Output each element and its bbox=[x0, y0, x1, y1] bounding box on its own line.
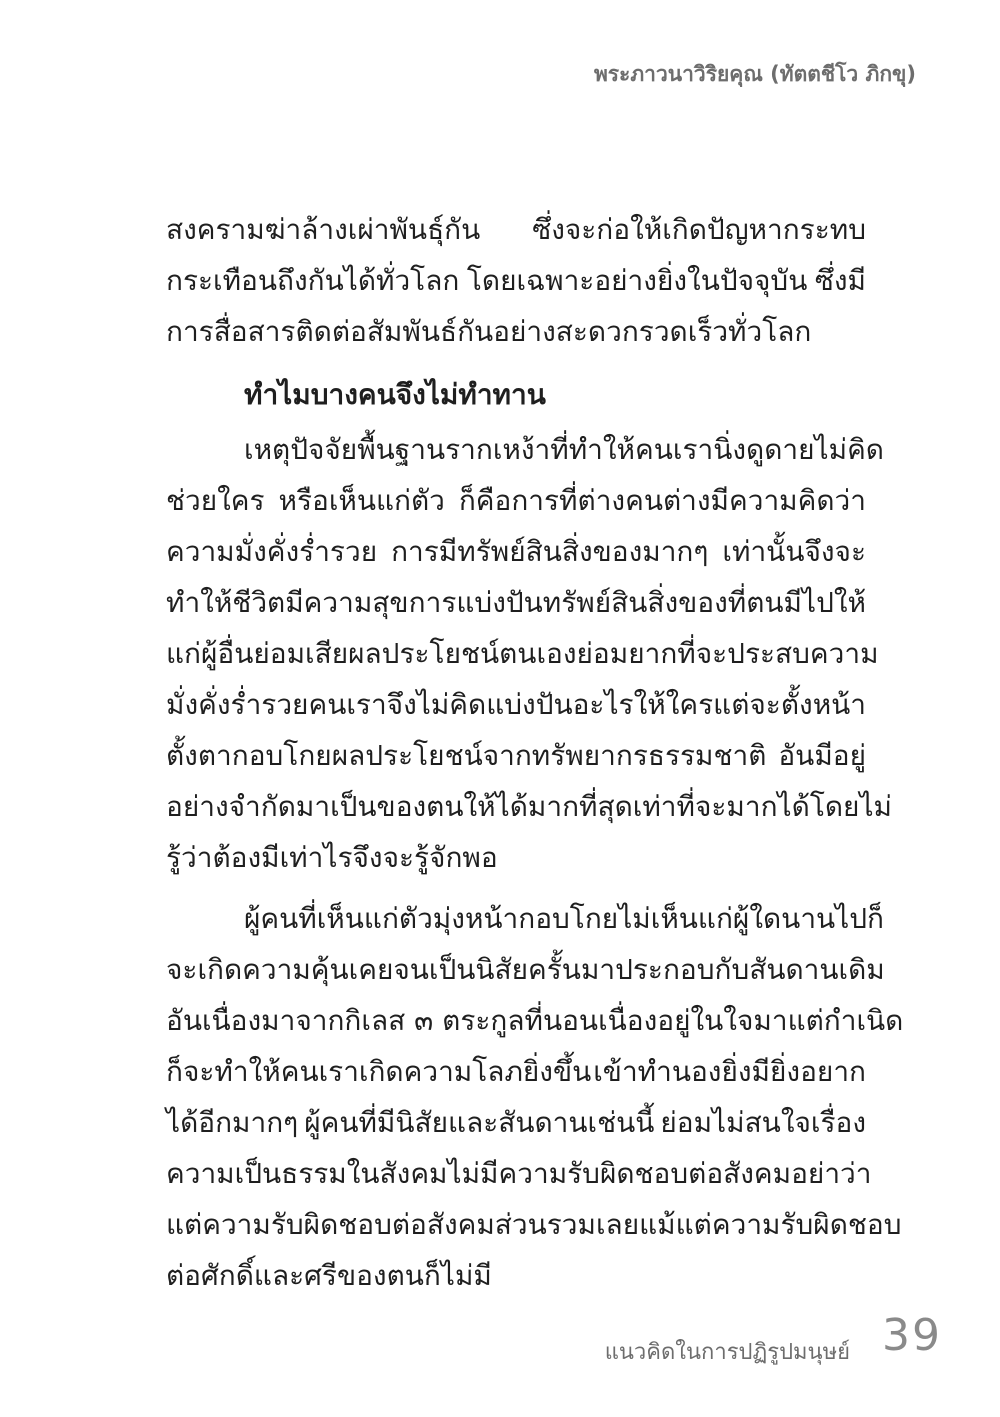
text-segment: การสื่อสารติดต่อสัมพันธ์กันอย่างสะดวกรวดเร็วทั่วโลก bbox=[166, 315, 812, 348]
text-segment: อย่าว่า bbox=[791, 1157, 872, 1190]
text-segment: เท่านั้นจึงจะ bbox=[722, 535, 866, 568]
text-segment: เข้าทำนองยิ่งมียิ่งอยาก bbox=[593, 1055, 866, 1088]
text-segment: ไม่มีความรับผิดชอบต่อสังคม bbox=[447, 1157, 792, 1190]
text-line bbox=[166, 306, 866, 357]
text-segment: ก็จะทำให้คนเราเกิดความโลภยิ่งขึ้น bbox=[166, 1055, 592, 1088]
text-segment: ที่นอนเนื่องอยู่ในใจมาแต่กำเนิด bbox=[524, 1004, 904, 1037]
text-line bbox=[166, 424, 884, 475]
text-segment: สงครามฆ่าล้างเผ่าพันธุ์กัน bbox=[166, 213, 481, 246]
text-line bbox=[166, 475, 866, 526]
text-segment: กระเทือนถึงกันได้ทั่วโลก bbox=[166, 264, 460, 297]
text-line bbox=[166, 1046, 866, 1097]
text-segment: ก็คือการที่ต่างคนต่างมีความคิดว่า bbox=[458, 484, 866, 517]
text-segment: อันเนื่องมาจากกิเลส ๓ ตระกูล bbox=[166, 1004, 525, 1037]
text-line bbox=[166, 1148, 872, 1199]
text-segment: ผู้คนที่เห็นแก่ตัวมุ่งหน้ากอบโกย bbox=[244, 902, 619, 935]
text-segment: ไม่เห็นแก่ผู้ใด bbox=[618, 902, 782, 935]
text-segment: การแบ่งปันทรัพย์สินสิ่งของที่ตนมีไปให้ bbox=[408, 586, 866, 619]
text-segment: แต่ความรับผิดชอบต่อสังคมส่วนรวมเลย bbox=[166, 1208, 640, 1241]
page-number: 39 bbox=[882, 1310, 942, 1361]
text-line bbox=[166, 730, 866, 781]
text-line bbox=[166, 679, 866, 730]
text-line bbox=[166, 781, 892, 832]
text-segment: แม้แต่ความรับผิดชอบ bbox=[639, 1208, 902, 1241]
text-segment: ความเป็นธรรมในสังคม bbox=[166, 1157, 448, 1190]
text-segment: ครั้นมาประกอบกับสันดานเดิม bbox=[528, 953, 885, 986]
text-segment: เหตุปัจจัยพื้นฐานรากเหง้าที่ทำให้คนเรานิ่งดูดายไม่คิด bbox=[244, 433, 884, 466]
text-line bbox=[166, 893, 884, 944]
text-segment: โดยเฉพาะอย่างยิ่งในปัจจุบัน bbox=[466, 264, 808, 297]
text-line bbox=[166, 995, 904, 1046]
text-segment: โดยไม่ bbox=[809, 790, 892, 823]
text-segment: ได้อีกมากๆ bbox=[166, 1106, 299, 1139]
text-line bbox=[166, 1097, 866, 1148]
text-segment: ผู้คนที่มีนิสัยและสันดานเช่นนี้ bbox=[304, 1106, 655, 1139]
text-line bbox=[166, 1250, 866, 1301]
section-heading-text: ทำไมบางคนจึงไม่ทำทาน bbox=[244, 378, 546, 411]
section-heading bbox=[166, 369, 866, 420]
text-line bbox=[166, 832, 866, 883]
text-segment: รู้ว่าต้องมีเท่าไรจึงจะรู้จักพอ bbox=[166, 841, 498, 874]
paragraph-3 bbox=[166, 893, 904, 1301]
text-segment: ย่อมไม่สนใจเรื่อง bbox=[660, 1106, 866, 1139]
text-segment: มั่งคั่งร่ำรวย bbox=[166, 688, 309, 721]
text-line bbox=[166, 577, 866, 628]
text-line bbox=[166, 204, 866, 255]
text-segment: ต่อศักดิ์และศรีของตนก็ไม่มี bbox=[166, 1259, 492, 1292]
text-segment: จะเกิดความคุ้นเคยจนเป็นนิสัย bbox=[166, 953, 529, 986]
running-header: พระภาวนาวิริยคุณ (ทัตตชีโว ภิกขุ) bbox=[593, 62, 916, 86]
paragraph-1 bbox=[166, 204, 866, 357]
text-segment: การมีทรัพย์สินสิ่งของมากๆ bbox=[391, 535, 709, 568]
paragraph-spacer bbox=[166, 883, 866, 893]
text-segment: ตั้งตากอบโกยผลประโยชน์จากทรัพยากรธรรมชาติ bbox=[166, 739, 767, 772]
text-line bbox=[166, 944, 885, 995]
paragraph-2 bbox=[166, 424, 892, 883]
text-segment: มาเป็นของตนให้ได้มากที่สุดเท่าที่จะมากได้ bbox=[295, 790, 810, 823]
text-line bbox=[166, 628, 879, 679]
text-line bbox=[166, 526, 866, 577]
text-segment: คนเราจึงไม่คิดแบ่งปันอะไรให้ใคร bbox=[308, 688, 714, 721]
text-segment: อันมีอยู่ bbox=[778, 739, 866, 772]
text-line bbox=[166, 255, 866, 306]
text-segment: แก่ผู้อื่น bbox=[166, 637, 254, 670]
text-segment: ย่อมยากที่จะประสบความ bbox=[576, 637, 879, 670]
text-segment: ซึ่งมี bbox=[814, 264, 866, 297]
text-segment: ทำให้ชีวิตมีความสุข bbox=[166, 586, 409, 619]
body-text bbox=[166, 204, 904, 1301]
text-segment: ย่อมเสียผลประโยชน์ตนเอง bbox=[253, 637, 577, 670]
running-footer-title: แนวคิดในการปฏิรูปมนุษย์ bbox=[604, 1340, 850, 1365]
text-segment: ความมั่งคั่งร่ำรวย bbox=[166, 535, 378, 568]
text-segment: นานไปก็ bbox=[781, 902, 884, 935]
text-segment: อย่างจำกัด bbox=[166, 790, 296, 823]
text-segment: ซึ่งจะก่อให้เกิดปัญหากระทบ bbox=[532, 213, 866, 246]
text-segment: แต่จะตั้งหน้า bbox=[713, 688, 867, 721]
text-segment: ช่วยใคร bbox=[166, 484, 265, 517]
text-line bbox=[166, 1199, 902, 1250]
text-segment: หรือเห็นแก่ตัว bbox=[278, 484, 445, 517]
